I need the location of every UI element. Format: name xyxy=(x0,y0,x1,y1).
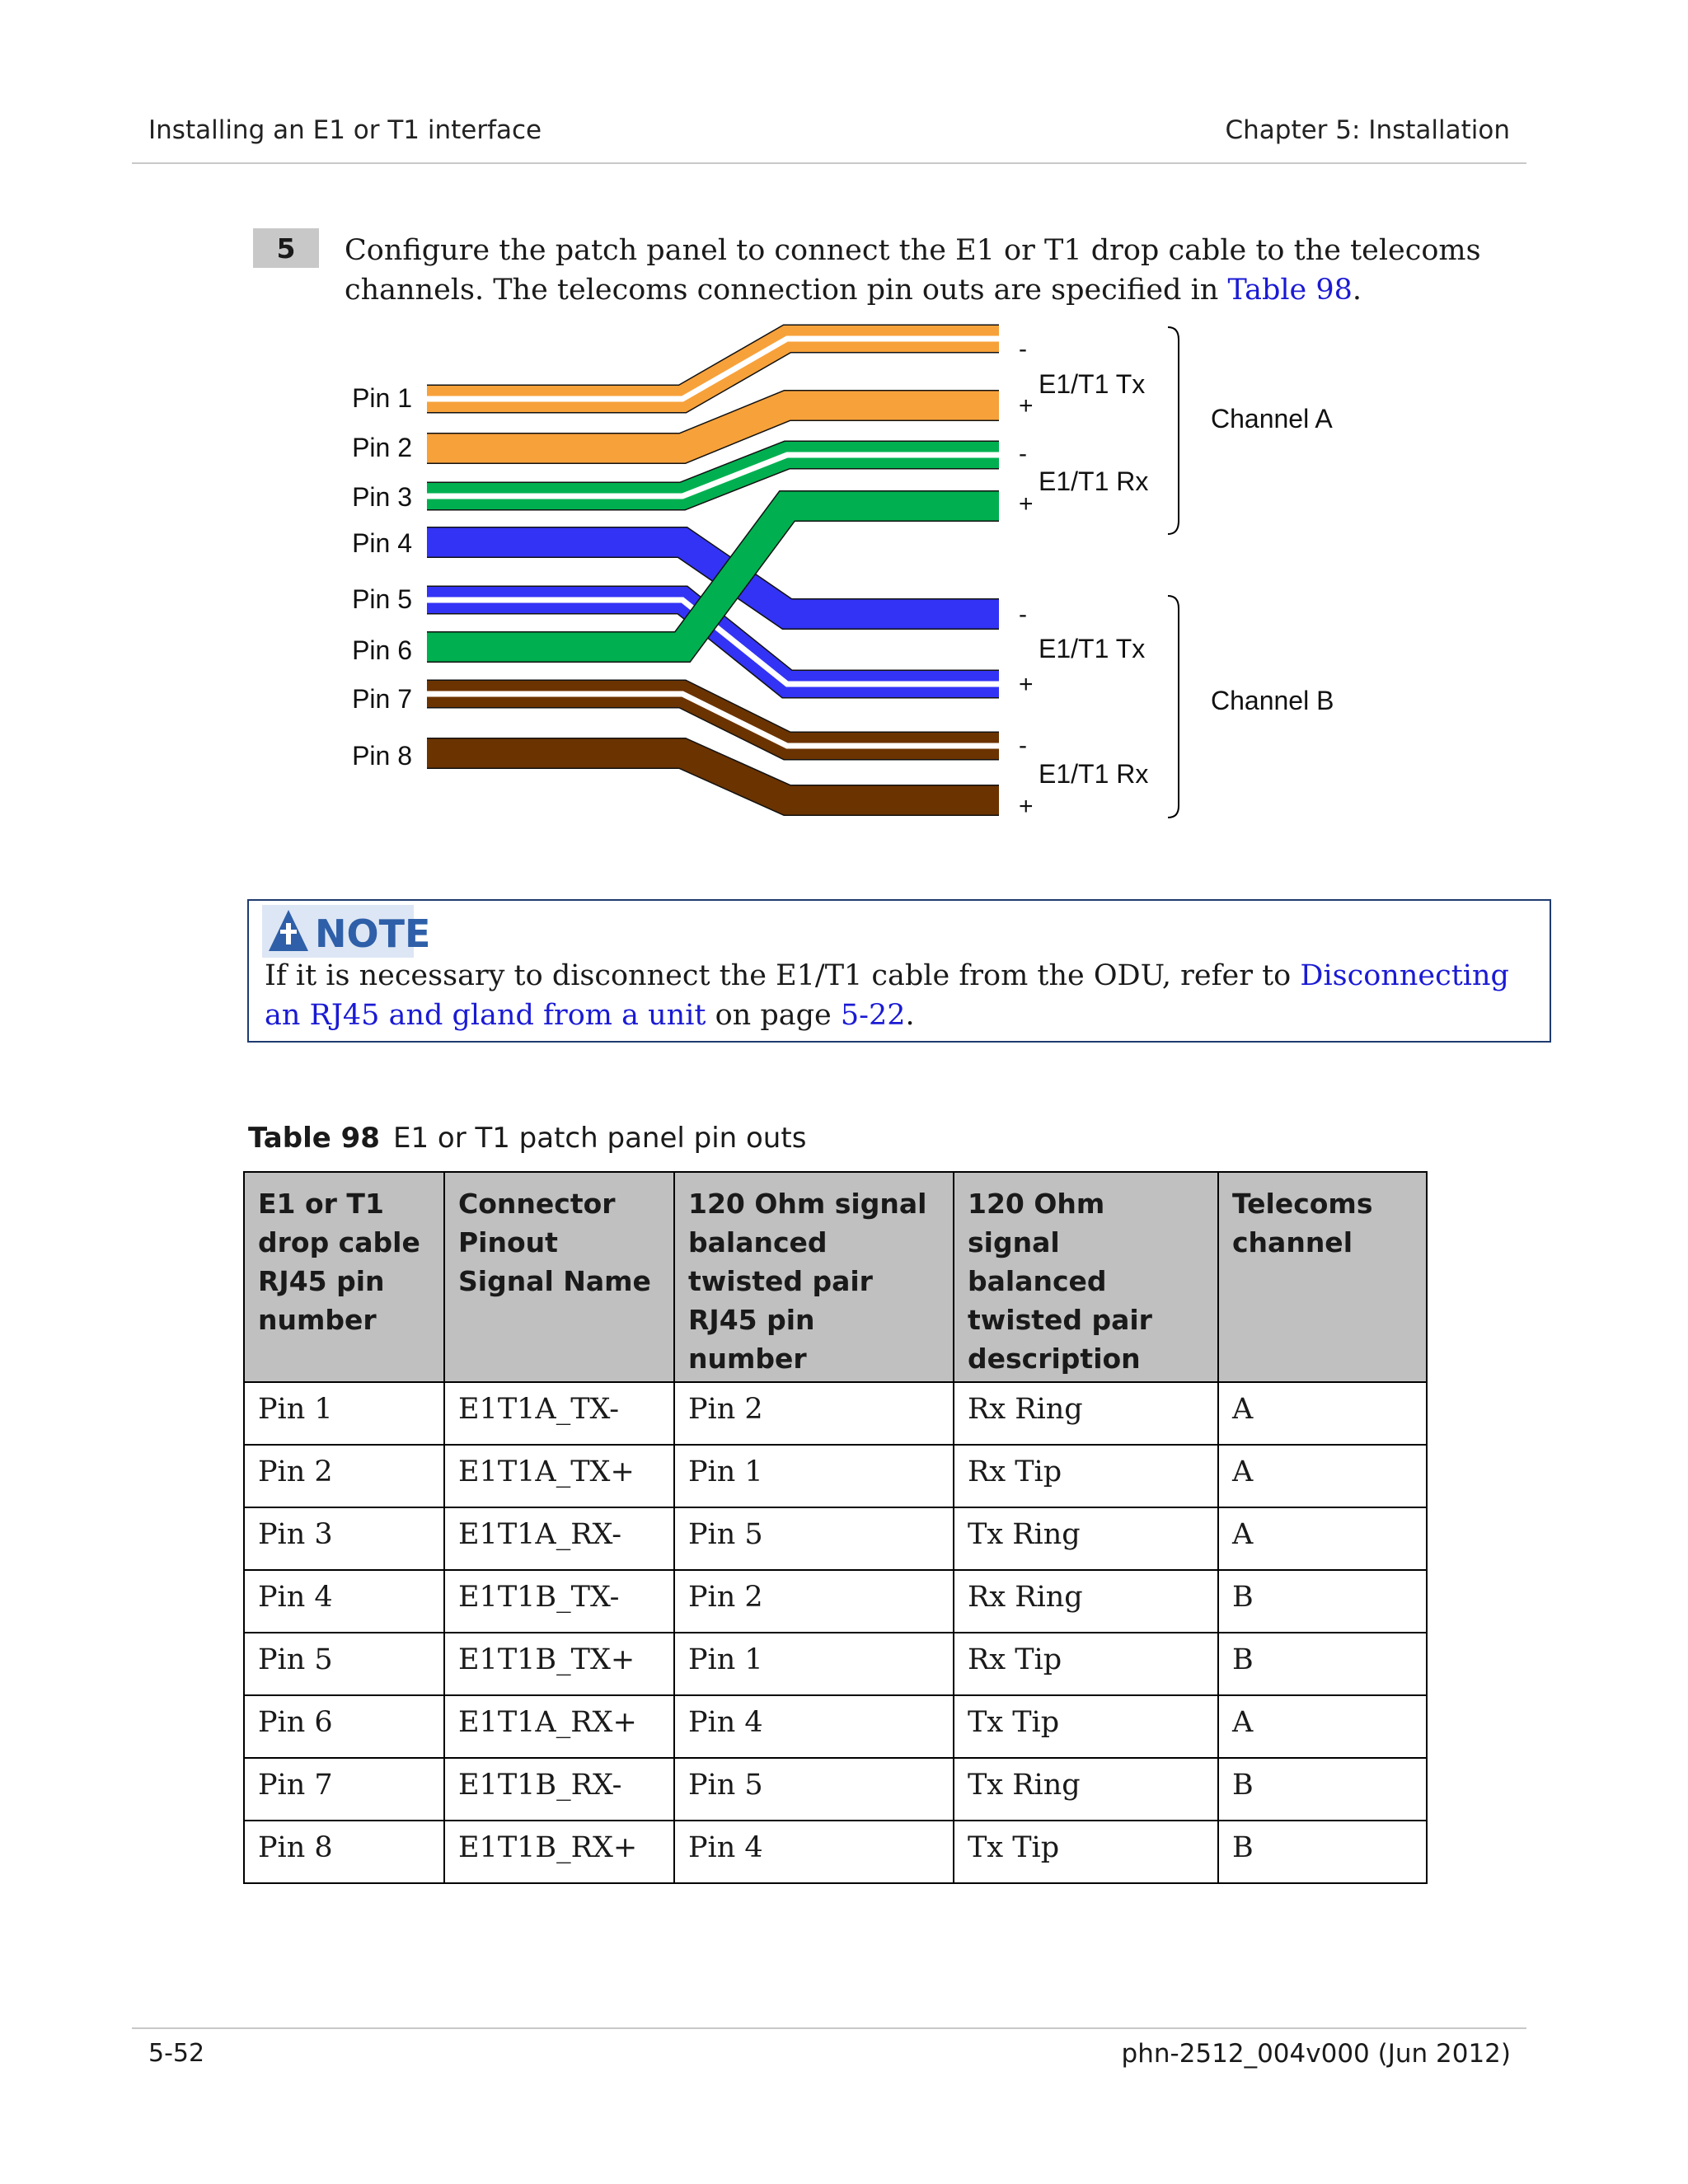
running-header-chapter: Chapter 5: Installation xyxy=(1225,115,1510,145)
col-header-telecoms-channel: Telecoms channel xyxy=(1218,1172,1427,1382)
step-period: . xyxy=(1352,274,1362,307)
cell-description: Rx Tip xyxy=(954,1633,1218,1695)
channel-a-brace xyxy=(1168,327,1179,534)
pin-label-1: Pin 1 xyxy=(352,383,412,413)
page-number: 5-52 xyxy=(148,2039,205,2068)
cell-signal: E1T1A_TX- xyxy=(444,1382,674,1445)
cell-drop-pin: Pin 2 xyxy=(244,1445,444,1507)
step-number: 5 xyxy=(253,228,319,268)
cell-drop-pin: Pin 7 xyxy=(244,1758,444,1821)
table-row xyxy=(244,1695,1427,1758)
cell-channel: A xyxy=(1218,1445,1427,1507)
table-row xyxy=(244,1382,1427,1445)
table-caption xyxy=(248,1122,806,1155)
note-text-mid: on page xyxy=(715,999,832,1032)
cell-rj45-pin: Pin 4 xyxy=(674,1695,954,1758)
cell-rj45-pin: Pin 1 xyxy=(674,1445,954,1507)
table-row xyxy=(244,1821,1427,1883)
polarity-label-7: - xyxy=(1019,732,1027,759)
cell-channel: B xyxy=(1218,1821,1427,1883)
cell-drop-pin: Pin 5 xyxy=(244,1633,444,1695)
cell-description: Rx Ring xyxy=(954,1570,1218,1633)
cell-signal: E1T1A_RX+ xyxy=(444,1695,674,1758)
signal-label-4: E1/T1 Rx xyxy=(1039,759,1149,789)
polarity-label-5: - xyxy=(1019,601,1027,628)
cell-rj45-pin: Pin 2 xyxy=(674,1382,954,1445)
col-header-rj45-pin: 120 Ohm signal balanced twisted pair RJ45 pin number xyxy=(674,1172,954,1382)
table-caption-number: Table 98 xyxy=(248,1122,380,1155)
pinout-table xyxy=(243,1171,1428,1884)
polarity-label-3: - xyxy=(1019,440,1027,467)
cell-signal: E1T1A_TX+ xyxy=(444,1445,674,1507)
col-header-signal-name: Connector Pinout Signal Name xyxy=(444,1172,674,1382)
cell-description: Rx Tip xyxy=(954,1445,1218,1507)
pin-label-4: Pin 4 xyxy=(352,528,412,558)
cell-drop-pin: Pin 1 xyxy=(244,1382,444,1445)
channel-label-2: Channel B xyxy=(1211,686,1334,715)
cell-channel: A xyxy=(1218,1695,1427,1758)
wire-pin-8 xyxy=(427,753,999,800)
disconnecting-link[interactable]: Disconnecting an RJ45 and gland from a unit xyxy=(265,959,1509,1032)
table-header-row xyxy=(244,1172,1427,1382)
polarity-label-1: - xyxy=(1019,335,1027,363)
table-row xyxy=(244,1570,1427,1633)
cell-description: Tx Ring xyxy=(954,1758,1218,1821)
cell-channel: B xyxy=(1218,1570,1427,1633)
cell-description: Tx Tip xyxy=(954,1695,1218,1758)
cell-drop-pin: Pin 4 xyxy=(244,1570,444,1633)
cell-description: Rx Ring xyxy=(954,1382,1218,1445)
table-caption-text: E1 or T1 patch panel pin outs xyxy=(392,1122,807,1155)
cell-description: Tx Ring xyxy=(954,1507,1218,1570)
pin-label-3: Pin 3 xyxy=(352,482,412,512)
table-row xyxy=(244,1507,1427,1570)
table-row xyxy=(244,1445,1427,1507)
cell-rj45-pin: Pin 5 xyxy=(674,1507,954,1570)
running-header-section: Installing an E1 or T1 interface xyxy=(148,115,542,145)
cell-signal: E1T1B_RX+ xyxy=(444,1821,674,1883)
cell-drop-pin: Pin 8 xyxy=(244,1821,444,1883)
table-98-link[interactable]: Table 98 xyxy=(1227,274,1353,307)
signal-label-3: E1/T1 Tx xyxy=(1039,634,1146,663)
cell-channel: B xyxy=(1218,1758,1427,1821)
cell-drop-pin: Pin 6 xyxy=(244,1695,444,1758)
polarity-label-2: + xyxy=(1019,392,1034,419)
footer-rule xyxy=(132,2027,1526,2029)
page-link[interactable]: 5-22 xyxy=(840,999,906,1032)
pin-label-7: Pin 7 xyxy=(352,684,412,714)
note-label: NOTE xyxy=(315,912,431,956)
cell-signal: E1T1B_RX- xyxy=(444,1758,674,1821)
pin-label-2: Pin 2 xyxy=(352,433,412,462)
cell-signal: E1T1B_TX- xyxy=(444,1570,674,1633)
cell-rj45-pin: Pin 1 xyxy=(674,1633,954,1695)
col-header-pair-description: 120 Ohm signal balanced twisted pair description xyxy=(954,1172,1218,1382)
note-badge xyxy=(262,905,431,958)
table-row xyxy=(244,1758,1427,1821)
signal-label-2: E1/T1 Rx xyxy=(1039,466,1149,496)
cell-description: Tx Tip xyxy=(954,1821,1218,1883)
cell-rj45-pin: Pin 4 xyxy=(674,1821,954,1883)
cell-drop-pin: Pin 3 xyxy=(244,1507,444,1570)
note-text-end: . xyxy=(905,999,915,1032)
note-icon xyxy=(262,905,431,958)
note-text-before: If it is necessary to disconnect the E1/T1 cable from the ODU, refer to xyxy=(265,959,1292,992)
signal-label-1: E1/T1 Tx xyxy=(1039,369,1146,399)
note-text xyxy=(265,956,1534,1035)
cell-channel: B xyxy=(1218,1633,1427,1695)
cell-signal: E1T1A_RX- xyxy=(444,1507,674,1570)
document-id: phn-2512_004v000 (Jun 2012) xyxy=(1121,2039,1511,2069)
step-text: Configure the patch panel to connect the E1 or T1 drop cable to the telecoms channels. The telecoms connection pin outs are specified in xyxy=(345,234,1481,307)
cell-channel: A xyxy=(1218,1382,1427,1445)
channel-label-1: Channel A xyxy=(1211,404,1333,434)
step-instruction xyxy=(345,231,1498,310)
table-row xyxy=(244,1633,1427,1695)
pin-label-8: Pin 8 xyxy=(352,741,412,771)
channel-b-brace xyxy=(1168,596,1179,818)
cell-rj45-pin: Pin 2 xyxy=(674,1570,954,1633)
wire-group xyxy=(427,339,999,800)
col-header-drop-cable-pin: E1 or T1 drop cable RJ45 pin number xyxy=(244,1172,444,1382)
cell-signal: E1T1B_TX+ xyxy=(444,1633,674,1695)
cell-rj45-pin: Pin 5 xyxy=(674,1758,954,1821)
header-rule xyxy=(132,162,1526,164)
pin-label-5: Pin 5 xyxy=(352,584,412,614)
polarity-label-6: + xyxy=(1019,671,1034,698)
patch-panel-diagram xyxy=(330,326,1368,828)
cell-channel: A xyxy=(1218,1507,1427,1570)
pin-label-6: Pin 6 xyxy=(352,635,412,665)
polarity-label-4: + xyxy=(1019,490,1034,518)
polarity-label-8: + xyxy=(1019,793,1034,820)
